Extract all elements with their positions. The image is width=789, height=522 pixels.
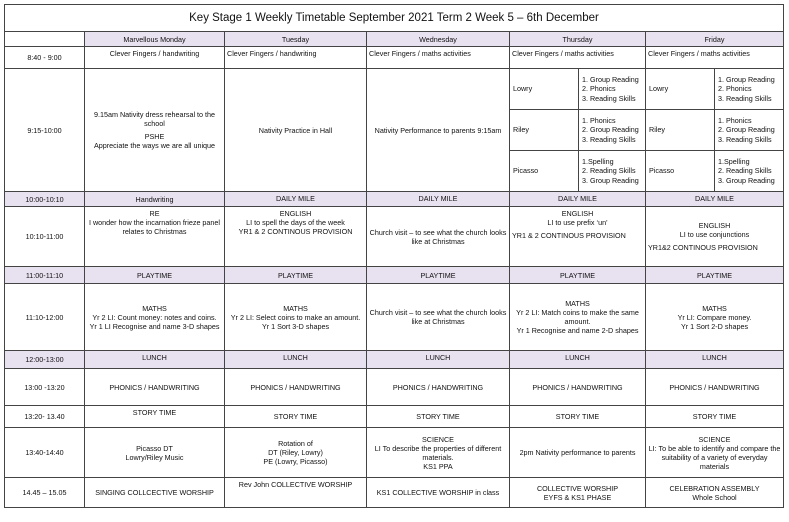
lesson-cell: STORY TIME (646, 406, 784, 428)
lesson-cell: DAILY MILE (510, 192, 646, 207)
lesson-text: LI to spell the days of the week (246, 218, 345, 227)
time-cell: 8:40 - 9:00 (5, 47, 85, 69)
timetable-row (5, 192, 784, 207)
lesson-cell: Clever Fingers / maths activities (367, 47, 510, 69)
lesson-subject: ENGLISH (698, 221, 731, 230)
timetable-row (5, 478, 784, 508)
lesson-cell (85, 428, 225, 478)
lesson-cell: DAILY MILE (646, 192, 784, 207)
lesson-cell: PLAYTIME (646, 267, 784, 284)
lesson-text: COLLECTIVE WORSHIP (536, 483, 619, 493)
title-row (5, 5, 784, 32)
lesson-cell: PLAYTIME (367, 267, 510, 284)
lesson-text: KS1 PPA (423, 461, 453, 471)
time-cell: 9:15-10:00 (5, 69, 85, 192)
group-name: Riley (646, 110, 715, 151)
group-activities: 1. Phonics 2. Group Reading 3. Reading Skills (579, 110, 646, 151)
lesson-text: PE (Lowry, Picasso) (263, 457, 328, 466)
lesson-cell: Handwriting (85, 192, 225, 207)
lesson-cell: LUNCH (85, 351, 225, 369)
lesson-subject: SCIENCE (698, 434, 731, 444)
page-title: Key Stage 1 Weekly Timetable September 2021 Term 2 Week 5 – 6th December (5, 5, 784, 32)
lesson-cell (646, 284, 784, 351)
time-cell: 11:10-12:00 (5, 284, 85, 351)
lesson-subject: MATHS (142, 303, 167, 313)
lesson-text: LI: To be able to identify and compare the suitability of a variety of everyday materials (648, 443, 781, 471)
lesson-subject: MATHS (565, 299, 590, 308)
lesson-text: Yr 1 Sort 2-D shapes (680, 321, 749, 331)
group-row (510, 151, 645, 192)
timetable-row (5, 369, 784, 406)
lesson-text: Yr 2 LI: Match coins to make the same amount. (516, 308, 639, 326)
lesson-cell (510, 207, 646, 267)
lesson-cell (646, 428, 784, 478)
time-cell: 10:00-10:10 (5, 192, 85, 207)
group-name: Lowry (510, 69, 579, 110)
group-name: Picasso (510, 151, 579, 192)
lesson-cell: PHONICS / HANDWRITING (225, 369, 367, 406)
timetable-row (5, 406, 784, 428)
day-header-thursday: Thursday (510, 32, 646, 47)
group-activities: 1. Phonics 2. Group Reading 3. Reading Skills (715, 110, 784, 151)
lesson-text: Rotation of (278, 439, 313, 448)
lesson-text: I wonder how the incarnation frieze panel relates to Christmas (88, 218, 221, 236)
time-cell: 12:00-13:00 (5, 351, 85, 369)
group-activities: 1. Group Reading 2. Phonics 3. Reading Skills (579, 69, 646, 110)
lesson-cell (646, 478, 784, 508)
lesson-subject: RE (149, 209, 160, 218)
timetable-row (5, 428, 784, 478)
timetable-row (5, 207, 784, 267)
lesson-cell: Nativity Practice in Hall (225, 69, 367, 192)
lesson-text: Yr 1 Sort 3-D shapes (261, 321, 330, 331)
group-row (510, 110, 645, 151)
lesson-text: Yr 2 LI: Select coins to make an amount. (230, 312, 361, 322)
lesson-text: EYFS & KS1 PHASE (543, 492, 612, 502)
lesson-cell: Clever Fingers / handwriting (225, 47, 367, 69)
lesson-cell: PHONICS / HANDWRITING (510, 369, 646, 406)
lesson-text: LI To describe the properties of different materials. (374, 443, 502, 462)
timetable-row (5, 267, 784, 284)
lesson-cell: DAILY MILE (225, 192, 367, 207)
timetable (4, 4, 784, 508)
lesson-text: YR1 & 2 CONTINOUS PROVISION (512, 231, 626, 240)
lesson-text: Whole School (692, 492, 737, 502)
lesson-cell: STORY TIME (85, 406, 225, 428)
timetable-row (5, 69, 784, 192)
day-header-tuesday: Tuesday (225, 32, 367, 47)
time-cell: 11:00-11:10 (5, 267, 85, 284)
lesson-cell: Church visit – to see what the church looks like at Christmas (367, 284, 510, 351)
lesson-cell (225, 428, 367, 478)
group-activities: 1.Spelling 2. Reading Skills 3. Group Reading (582, 156, 639, 185)
time-cell: 13:40-14:40 (5, 428, 85, 478)
lesson-text: CELEBRATION ASSEMBLY (669, 483, 760, 493)
day-header-friday: Friday (646, 32, 784, 47)
group-rotation-table (646, 69, 783, 191)
lesson-cell: LUNCH (646, 351, 784, 369)
day-header-row (5, 32, 784, 47)
lesson-cell (85, 207, 225, 267)
timetable-row (5, 284, 784, 351)
group-rotation-cell (646, 69, 784, 192)
lesson-subject: MATHS (283, 303, 308, 313)
time-cell: 13:20- 13.40 (5, 406, 85, 428)
lesson-cell: LUNCH (367, 351, 510, 369)
lesson-cell: DAILY MILE (367, 192, 510, 207)
lesson-text: YR1&2 CONTINOUS PROVISION (648, 243, 758, 252)
group-name: Riley (510, 110, 579, 151)
lesson-cell: PLAYTIME (510, 267, 646, 284)
time-cell: 10:10-11:00 (5, 207, 85, 267)
lesson-text: Appreciate the ways we are all unique (93, 141, 216, 150)
day-header-wednesday: Wednesday (367, 32, 510, 47)
lesson-cell: PHONICS / HANDWRITING (646, 369, 784, 406)
lesson-cell (225, 284, 367, 351)
lesson-text: LI to use prefix ‘un’ (547, 218, 608, 227)
corner-cell (5, 32, 85, 47)
lesson-text: 9.15am Nativity dress rehearsal to the school (93, 110, 216, 128)
lesson-cell: LUNCH (225, 351, 367, 369)
lesson-subject: PSHE (144, 132, 165, 141)
lesson-cell: Clever Fingers / maths activities (510, 47, 646, 69)
lesson-cell (85, 69, 225, 192)
lesson-cell: PHONICS / HANDWRITING (367, 369, 510, 406)
lesson-cell: Nativity Performance to parents 9:15am (367, 69, 510, 192)
lesson-text: Yr 2 LI: Count money: notes and coins. (92, 312, 217, 322)
group-activities: 1.Spelling 2. Reading Skills 3. Group Reading (718, 156, 775, 185)
lesson-cell (646, 207, 784, 267)
lesson-cell: STORY TIME (510, 406, 646, 428)
time-cell: 13:00 -13:20 (5, 369, 85, 406)
group-name: Picasso (646, 151, 715, 192)
lesson-cell: 2pm Nativity performance to parents (510, 428, 646, 478)
lesson-text: Yr 1 LI Recognise and name 3-D shapes (89, 321, 220, 331)
lesson-cell: LUNCH (510, 351, 646, 369)
lesson-text: YR1 & 2 CONTINOUS PROVISION (238, 227, 353, 236)
lesson-cell (225, 207, 367, 267)
lesson-text: Yr LI: Compare money. (677, 312, 752, 322)
group-rotation-cell (510, 69, 646, 192)
lesson-cell: KS1 COLLECTIVE WORSHIP in class (367, 478, 510, 508)
day-header-monday: Marvellous Monday (85, 32, 225, 47)
group-row (646, 69, 783, 110)
lesson-text: Yr 1 Recognise and name 2-D shapes (516, 326, 639, 335)
lesson-cell: Clever Fingers / maths activities (646, 47, 784, 69)
lesson-cell: Church visit – to see what the church looks like at Christmas (367, 207, 510, 267)
time-cell: 14.45 – 15.05 (5, 478, 85, 508)
lesson-cell: STORY TIME (367, 406, 510, 428)
group-row (646, 151, 783, 192)
lesson-subject: SCIENCE (422, 434, 454, 444)
group-name: Lowry (646, 69, 715, 110)
group-row (510, 69, 645, 110)
lesson-text: LI to use conjunctions (679, 230, 750, 239)
lesson-cell (510, 478, 646, 508)
lesson-cell: PHONICS / HANDWRITING (85, 369, 225, 406)
lesson-subject: ENGLISH (279, 209, 312, 218)
lesson-cell: PLAYTIME (225, 267, 367, 284)
lesson-cell: STORY TIME (225, 406, 367, 428)
lesson-text: Picasso DT (136, 443, 173, 453)
lesson-subject: ENGLISH (561, 209, 594, 218)
lesson-cell (367, 428, 510, 478)
group-rotation-table (510, 69, 645, 191)
lesson-cell: PLAYTIME (85, 267, 225, 284)
group-row (646, 110, 783, 151)
lesson-text: Lowry/Riley Music (125, 452, 184, 462)
lesson-cell: Clever Fingers / handwriting (85, 47, 225, 69)
lesson-text: DT (Riley, Lowry) (268, 448, 323, 457)
group-activities: 1. Group Reading 2. Phonics 3. Reading Skills (715, 69, 784, 110)
timetable-row (5, 47, 784, 69)
lesson-subject: MATHS (702, 303, 727, 313)
lesson-cell: SINGING COLLCECTIVE WORSHIP (85, 478, 225, 508)
timetable-row (5, 351, 784, 369)
lesson-cell (510, 284, 646, 351)
lesson-cell: Rev John COLLECTIVE WORSHIP (225, 478, 367, 508)
lesson-cell (85, 284, 225, 351)
